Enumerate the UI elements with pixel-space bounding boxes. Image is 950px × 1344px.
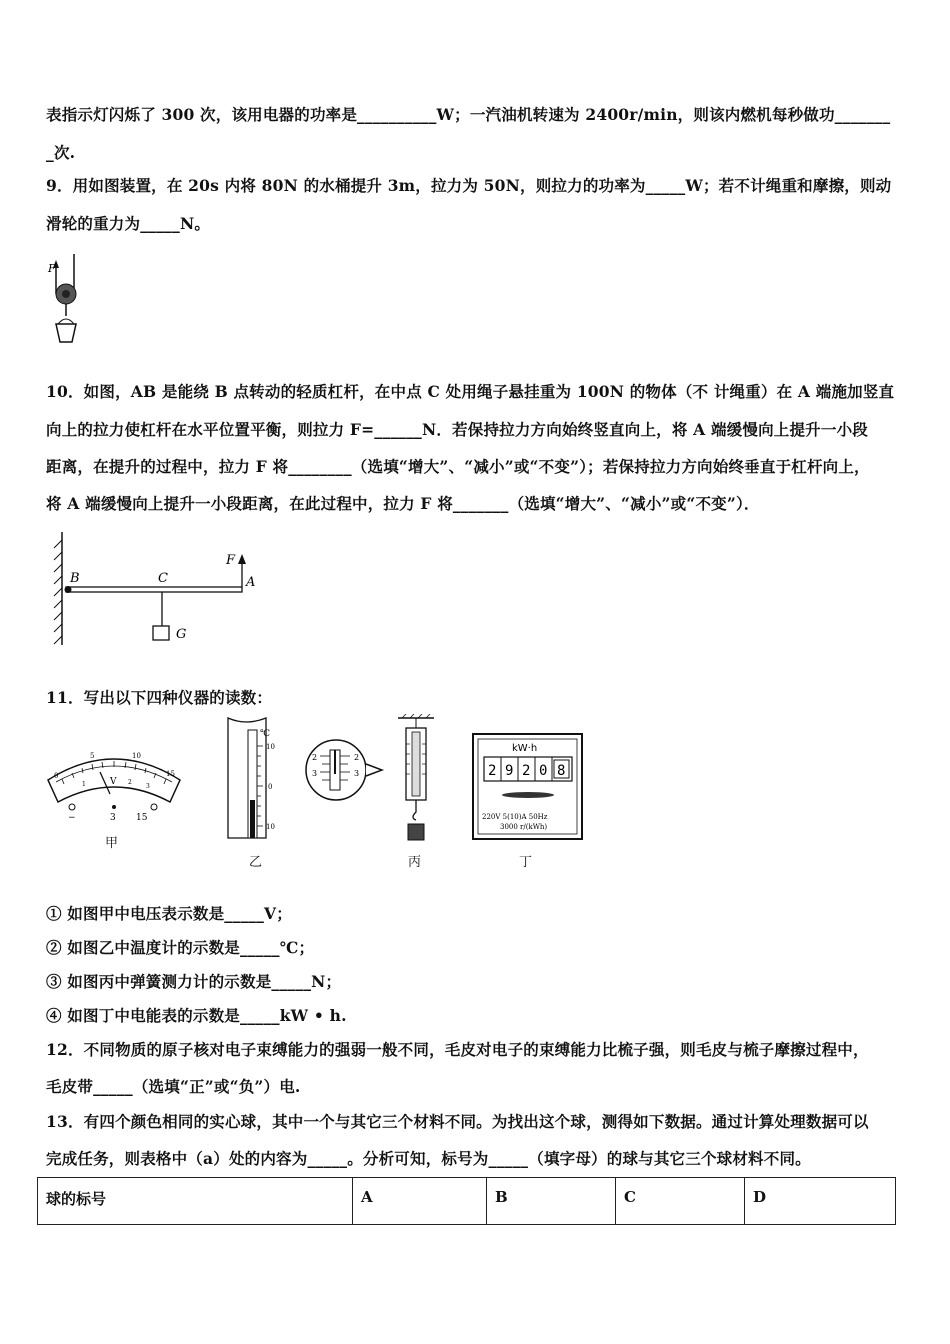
q10-line-1: 10．如图，AB 是能绕 B 点转动的轻质杠杆，在中点 C 处用绳子悬挂重为 100N 的物体（不 计绳重）在 A 端施加竖直 bbox=[46, 382, 895, 401]
voltmeter-terminal-minus: − bbox=[68, 813, 76, 822]
voltmeter-inner-3: 3 bbox=[146, 783, 150, 790]
voltmeter-terminal-3: 3 bbox=[110, 813, 116, 822]
spring-scale-figure bbox=[302, 714, 447, 846]
caption-jia: 甲 bbox=[105, 836, 119, 851]
q9-line-2: 滑轮的重力为_____N。 bbox=[46, 214, 211, 233]
q10-line-3: 距离，在提升的过程中，拉力 F 将________（选填“增大”、“减小”或“不变”）；若保持拉力方向始终垂直于杠杆向上， bbox=[46, 457, 870, 476]
q9-line-1: 9．用如图装置，在 20s 内将 80N 的水桶提升 3m，拉力为 50N，则拉力的功率为_____W；若不计绳重和摩擦，则动 bbox=[46, 176, 892, 195]
table-header-a: A bbox=[353, 1178, 487, 1225]
energy-meter-spec-1: 220V 5(10)A 50Hz bbox=[482, 813, 548, 821]
thermometer-unit: ℃ bbox=[260, 729, 271, 739]
voltmeter-unit: V bbox=[110, 777, 117, 787]
q12-line-2: 毛皮带_____（选填“正”或“负”）电. bbox=[46, 1077, 301, 1096]
lever-label-C: C bbox=[158, 571, 168, 586]
q10-line-2: 向上的拉力使杠杆在水平位置平衡，则拉力 F=______N．若保持拉力方向始终竖直向上，将 A 端缓慢向上提升一小段 bbox=[46, 420, 868, 439]
voltmeter-inner-1: 1 bbox=[82, 781, 86, 788]
ball-data-table bbox=[37, 1177, 896, 1225]
q13-line-1: 13．有四个颜色相同的实心球，其中一个与其它三个材料不同。为找出这个球，测得如下数据。通过计算处理数据可以 bbox=[46, 1112, 869, 1131]
voltmeter-tick-10: 10 bbox=[132, 752, 141, 760]
table-header-label: 球的标号 bbox=[38, 1178, 353, 1225]
voltmeter-tick-15: 15 bbox=[166, 770, 175, 778]
thermometer-tick-10-bottom: 10 bbox=[266, 823, 275, 831]
lever-label-A: A bbox=[246, 575, 256, 590]
table-header-b: B bbox=[487, 1178, 616, 1225]
lever-label-B: B bbox=[70, 571, 80, 586]
energy-meter-digit-5: 8 bbox=[557, 763, 566, 779]
table-header-d: D bbox=[745, 1178, 896, 1225]
spring-tick-2-left: 2 bbox=[312, 753, 318, 762]
energy-meter-unit: kW·h bbox=[512, 743, 538, 754]
energy-meter-digit-4: 0 bbox=[539, 763, 548, 779]
spring-tick-2-right: 2 bbox=[354, 753, 360, 762]
q13-line-2: 完成任务，则表格中（a）处的内容为_____。分析可知，标号为_____（填字母）的球与其它三个球材料不同。 bbox=[46, 1149, 811, 1168]
table-header-c: C bbox=[616, 1178, 745, 1225]
q11-title: 11．写出以下四种仪器的读数： bbox=[46, 688, 273, 707]
energy-meter-spec-2: 3000 r/(kWh) bbox=[500, 823, 548, 831]
pulley-label-F: F bbox=[48, 262, 56, 275]
lever-label-G: G bbox=[176, 627, 187, 642]
energy-meter-digit-3: 2 bbox=[522, 763, 531, 779]
caption-ding: 丁 bbox=[519, 855, 533, 870]
voltmeter-inner-2: 2 bbox=[128, 779, 132, 786]
q12-line-1: 12．不同物质的原子核对电子束缚能力的强弱一般不同，毛皮对电子的束缚能力比梳子强，则毛皮与梳子摩擦过程中， bbox=[46, 1040, 869, 1059]
energy-meter-figure bbox=[472, 733, 584, 841]
thermometer-figure bbox=[226, 716, 286, 844]
q11-answer-3: ③ 如图丙中弹簧测力计的示数是_____N； bbox=[46, 972, 342, 991]
spring-tick-3-left: 3 bbox=[312, 769, 318, 778]
q10-line-4: 将 A 端缓慢向上提升一小段距离，在此过程中，拉力 F 将_______（选填“增大”、“减小”或“不变”）． bbox=[46, 494, 760, 513]
q8-line-1: 表指示灯闪烁了 300 次，该用电器的功率是__________W；一汽油机转速为 2400r/min，则该内燃机每秒做功_______ bbox=[46, 105, 891, 124]
caption-bing: 丙 bbox=[408, 855, 422, 870]
voltmeter-figure bbox=[42, 742, 187, 822]
caption-yi: 乙 bbox=[249, 855, 263, 870]
q8-line-2: _次. bbox=[46, 143, 76, 162]
thermometer-tick-0: 0 bbox=[268, 783, 273, 791]
voltmeter-tick-0: 0 bbox=[54, 772, 59, 780]
energy-meter-digit-1: 2 bbox=[488, 763, 497, 779]
energy-meter-digit-2: 9 bbox=[505, 763, 514, 779]
voltmeter-tick-5: 5 bbox=[90, 752, 95, 760]
pulley-figure bbox=[44, 250, 94, 350]
thermometer-tick-10-top: 10 bbox=[266, 743, 275, 751]
q11-answer-4: ④ 如图丁中电能表的示数是_____kW • h. bbox=[46, 1006, 347, 1025]
spring-tick-3-right: 3 bbox=[354, 769, 360, 778]
q11-answer-1: ① 如图甲中电压表示数是_____V； bbox=[46, 904, 292, 923]
voltmeter-terminal-15: 15 bbox=[136, 813, 148, 822]
lever-figure bbox=[50, 530, 270, 650]
q11-answer-2: ② 如图乙中温度计的示数是_____℃； bbox=[46, 938, 315, 957]
lever-label-F: F bbox=[226, 553, 236, 568]
table-row bbox=[38, 1178, 896, 1225]
